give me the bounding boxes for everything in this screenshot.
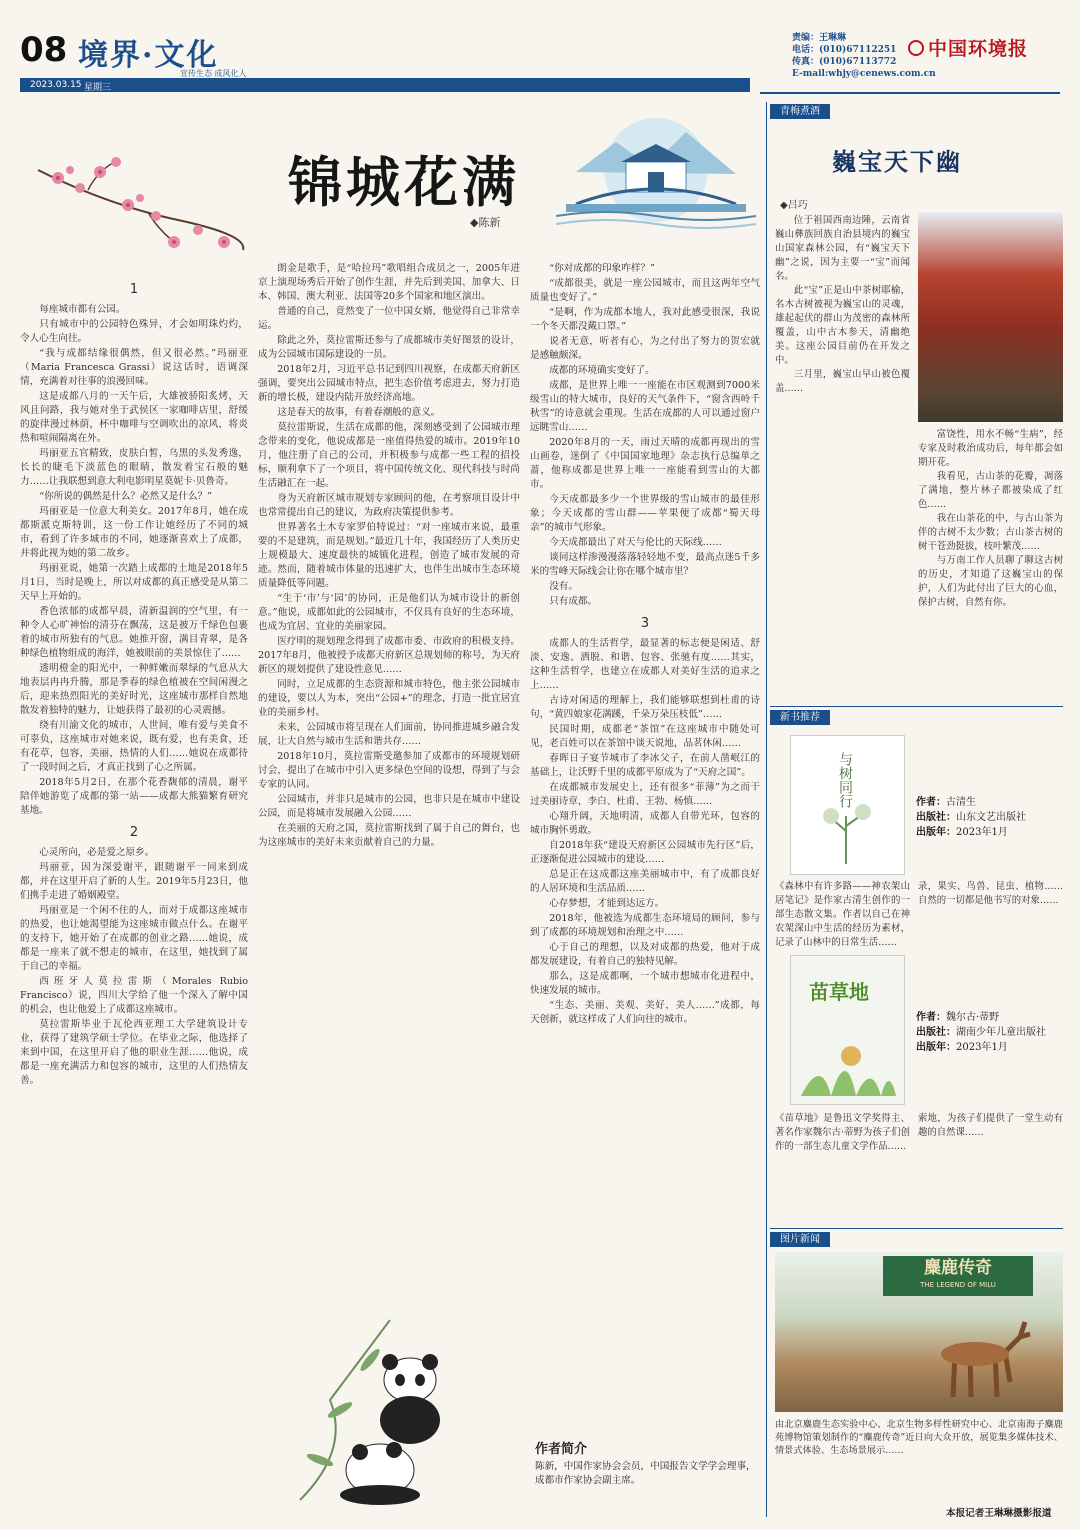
col3-paragraph: 2020年8月的一天，雨过天晴的成都再现出的雪山画卷，迷倒了《中国国家地理》杂志执行总编单之蔷，他称成都是世界上唯一一座能看到雪山的大都市。 (530, 437, 760, 490)
col3b-paragraph: 2018年，他被选为成都生态环境局的顾问，参与到了成都的环境规划和治理之中…… (530, 913, 760, 938)
col1-paragraph: 香色浓郁的成都早晨，清新温润的空气里，有一种令人心旷神怡的清芬在飘荡，这是被万千绿色包裹着的城市所独有的气息。她推开窗，满目青翠，是各种绿色植物组成的海洋，她被眼前的美景惊住了…… (20, 606, 248, 659)
right-text1-paragraph: 此“宝”正是山中茶树耶榆，名木古树被视为巍宝山的灵魂，雄起起伏的群山为茂密的森林所覆盖，山中古木参天，清幽绝美。这座公园目前仍在开发之中。 (775, 285, 910, 366)
article-column-2 (258, 262, 520, 1297)
book-2-desc-right: 索地，为孩子们提供了一堂生动有趣的自然课…… (918, 1113, 1063, 1138)
editor-name: 责编：王琳琳 (792, 33, 847, 43)
col2-paragraph: 在美丽的天府之国，莫拉雷斯找到了属于自己的舞台，也为这座城市的美好未来贡献着自己的力量。 (258, 823, 520, 848)
issue-date: 2023.03.15 (30, 80, 82, 90)
book-1-cover (790, 735, 905, 875)
col1-paragraph: 透明橙金的阳光中，一种鲜嫩而翠绿的气息从大地表层冉冉升腾，那是季春的绿色植被在空间闲漫之后，迎来热烈阳光的美好时光，这座城市那样自然地散发着独特的魅力，让她获得了最初的心灵震撼。 (20, 663, 248, 716)
col1b-paragraph: 心灵所向，必是爱之原乡。 (39, 847, 155, 858)
book-1-date: 出版年：2023年1月 (916, 827, 1008, 838)
news-top-rule (770, 1228, 1063, 1229)
col3b-paragraph: 心存梦想，才能到达远方。 (549, 898, 665, 909)
col3-paragraph: 没有。 (549, 581, 578, 592)
column-3b-paragraphs (530, 637, 760, 1027)
book-1-info (916, 795, 1061, 840)
header-rule (760, 92, 1060, 94)
col2-paragraph: 世界著名土木专家罗伯特说过：“对一座城市来说，最重要的不是建筑，而是规划。”最近几十年，我国经历了人类历史上规模最大、速度最快的城镇化进程，创造了城市发展的奇迹。然而，随着城市体量的迅速扩大，也伴生出城市生态环境质量降低等问题。 (258, 522, 520, 589)
book-1-author: 作者：古清生 (916, 797, 976, 808)
right-article-title: 巍宝天下幽 (832, 147, 962, 176)
right-text1-paragraph: 三月里，巍宝山早山被色覆盖…… (775, 369, 910, 394)
column-2-paragraphs (258, 262, 520, 850)
tag-qingmei: 青梅煮酒 (770, 104, 830, 119)
col1-paragraph: 玛丽亚说，她第一次踏上成都的土地是2018年5月1日，当时是晚上，所以对成都的真正感受是从第二天早上开始的。 (20, 563, 248, 602)
col3b-paragraph: 春晖日子宴节城市了李冰父子，在前人凿岷江的基础上，让沃野千里的成都平原成为了“天府之国”。 (530, 753, 760, 778)
article-author: ◆陈新 (470, 216, 501, 229)
col2-paragraph: 2018年2月，习近平总书记到四川视察，在成都天府新区强调，要突出公园城市特点，把生态价值考虑进去，努力打造新的增长极，建设内陆开放经济高地。 (258, 364, 520, 403)
col2-paragraph: 同时，立足成都的生态资源和城市特色，他主张公园城市的建设，要以人为本，突出“公园+”的理念，打造一批宜居宜业的美丽乡村。 (258, 679, 520, 718)
panda-illustration (290, 1300, 480, 1510)
col3b-paragraph: 心于自己的理想，以及对成都的热爱，他对于成都发展建设，有着自己的独特见解。 (530, 942, 760, 967)
col3-paragraph: 成都，是世界上唯一一座能在市区观测到7000米级雪山的特大城市，良好的天气条件下，“窗含西岭千秋雪”的诗意就会重现。生活在成都的人可以通过窗户远眺雪山…… (530, 380, 760, 433)
exhibition-sign (883, 1256, 1033, 1296)
right-article-author: ◆吕巧 (780, 200, 808, 211)
col2-paragraph: 除此之外，莫拉雷斯还参与了成都城市美好图景的设计，成为公园城市国际建设的一员。 (258, 335, 520, 360)
article-column-1 (20, 275, 248, 1500)
column-1b-paragraphs (20, 846, 248, 1088)
col1-paragraph: 每座城市都有公园。 (39, 304, 126, 315)
photo-news-text: 由北京麋鹿生态实验中心、北京生物多样性研究中心、北京南海子麋鹿苑博物馆策划制作的“麋鹿传奇”近日向大众开放，展览集多媒体技术、情景式体验、生态场景展示…… (775, 1419, 1063, 1456)
col3-paragraph: 只有成都。 (549, 596, 598, 607)
col3b-paragraph: 总是正在这成都这座美丽城市中，有了成都良好的人居环境和生活品质…… (530, 869, 760, 894)
col2-paragraph: 未来，公园城市将呈现在人们面前，协同推进城乡融合发展，让大自然与城市生活和谐共存…… (258, 722, 520, 747)
right-text2-paragraph: 我在山茶花的中，与古山茶为伴的古树不太少数；古山茶古树的树干苍劲挺拔，枝叶繁茂…… (918, 513, 1063, 552)
section-slogan: 宣传生态 成风化人 (180, 69, 247, 78)
book-2-info (916, 1010, 1061, 1055)
col2-paragraph: 身为天府新区城市规划专家顾问的他，在考察项目设计中也常常提出自己的建议，为政府决策提供参考。 (258, 493, 520, 518)
camellia-tree-photo (918, 212, 1063, 422)
plum-blossom-illustration (28, 150, 248, 260)
col1-paragraph: 只有城市中的公园特色殊异，才会如明珠灼灼，令人心生向往。 (20, 319, 248, 344)
book-1-cover-title: 与树同行 (837, 752, 853, 808)
col1b-paragraph: 玛丽亚是一个闲不住的人，而对于成都这座城市的热爱，也让她渴望能为这座城市做点什么。在谢平的支持下，她开始了在成都的创业之路……她说，成都是一座来了就不想走的城市，在这里，她找到了属于自己的幸福。 (20, 905, 248, 972)
issue-weekday: 星期三 (84, 83, 112, 93)
author-box-text: 陈新，中国作家协会会员，中国报告文学学会理事，成都市作家协会副主席。 (535, 1461, 756, 1486)
right-article-text-1 (775, 214, 910, 704)
col3-paragraph: 今天成都最多少一个世界级的雪山城市的最佳形象；今天成都的雪山群——苹果便了成都“蜀天母亲”的城市气形象。 (530, 494, 760, 533)
book-1-desc-left: 《森林中有许多路——神农架山居笔记》是作家古清生创作的一部生态散文集。作者以自己在神农架深山中生活的经历为素材，记录了山林中的日常生活…… (775, 881, 910, 948)
col2-paragraph: 医疗明的规划理念得到了成都市委、市政府的积极支持。2017年8月，他被授予成都天府新区总规划师的称号，为天府新区的规划提供了建设性意见…… (258, 636, 520, 675)
col1-paragraph: 这是成都八月的一天午后，大雄被骄阳炙烤，天风且问路，我与她对坐于武侯区一家咖啡店里，舒缓的旋律漫过林荫，杯中咖啡与空调吹出的凉风，将炎热和喧闹隔离在外。 (20, 391, 248, 444)
col2-paragraph: 莫拉雷斯说，生活在成都的他，深刻感受到了公园城市理念带来的变化，他说成都是一座值得热爱的城市。2019年10月，他注册了自己的公司，并积极参与成都一些工程的招投标，顺利拿下了一个项目，将中国传统文化、现代科技与时尚生活融汇在一起。 (258, 422, 520, 489)
article-column-3 (530, 262, 760, 1422)
col3-paragraph: 今天成都最出了对天与伦比的天际线…… (549, 537, 722, 548)
col3b-paragraph: 古诗对闲适的理解上，我们能够联想到杜甫的诗句，“黄四娘家花满蹊，千朵万朵压枝低”…… (530, 695, 760, 720)
header-bar (20, 78, 750, 92)
book-2-cover (790, 955, 905, 1105)
col1-paragraph: “我与成都结缘很偶然，但又很必然。”玛丽亚（Maria Francesca Grassi）说这话时，语调深情，充满着对往事的浪漫回味。 (20, 348, 248, 387)
col3b-paragraph: 民国时期，成都老“茶馆”在这座城市中随处可见，老百姓可以在茶馆中谈天说地，品茗休闲…… (530, 724, 760, 749)
right-text2-paragraph: 与万南工作人员聊了聊这古树的历史，才知道了这巍宝山的保护，人们为此付出了巨大的心血，保护古树，自然有你。 (918, 555, 1063, 608)
editor-phone: 电话：(010)67112251 (792, 45, 897, 55)
col3b-paragraph: 那么，这是成都啊，一个城市想城市化进程中，快速发展的城市。 (530, 971, 760, 996)
col3-paragraph: 说者无意，听者有心，为之付出了努力的贺宏就是感触颇深。 (530, 336, 760, 361)
col3b-paragraph: 在成都城市发展史上，还有很多“菲薄”为之而干过美丽诗章，李白、杜甫、王勃、杨慎…… (530, 782, 760, 807)
col3b-paragraph: 成都人的生活哲学，最显著的标志便是闲适、舒淡、安逸、洒脱、和谐、包容、张驰有度……其实，这种生活哲学，也建立在成都人对美好生活的追求之上…… (530, 638, 760, 691)
col2-paragraph: 公园城市，并非只是城市的公园，也非只是在城市中建设公园，而是将城市发展融入公园…… (258, 794, 520, 819)
col3-paragraph: “是啊，作为成都本地人，我对此感受很深，我说一个冬天都没戴口罩。” (530, 307, 760, 332)
tag-new-books: 新书推荐 (770, 710, 830, 725)
book-2-grass-icon (801, 1036, 896, 1096)
book-2-date: 出版年：2023年1月 (916, 1042, 1008, 1053)
tag-photo-news: 图片新闻 (770, 1232, 830, 1247)
book-1-tree-icon (811, 796, 881, 866)
book-2-author: 作者：魏尔古·蒂野 (916, 1012, 1000, 1023)
col1-paragraph: 绕有川渝文化的城市，人世间，唯有爱与美食不可辜负，这座城市对她来说，既有爱，也有美食，还有花草，包容，美丽，热情的人们……她说在成都待了一段时间之后，才真正找到了心之所属。 (20, 720, 248, 773)
city-bridge-illustration (556, 112, 756, 230)
photo-news-reporter: 本报记者王琳琳摄影报道 (946, 1508, 1052, 1519)
col3-paragraph: “你对成都的印象咋样？” (549, 263, 655, 274)
column-3-paragraphs (530, 262, 760, 609)
section-number-3: 3 (640, 616, 650, 631)
section-title: 境界·文化 (78, 38, 219, 73)
col1b-paragraph: 莫拉雷斯毕业于瓦伦西亚理工大学建筑设计专业，获得了建筑学硕士学位。在毕业之际，他选择了来到中国，在这里开启了他的职业生涯……他说，成都是一座充满活力和包容的城市，这里的人们热情友善。 (20, 1019, 248, 1086)
book-1-desc-right: 录，果实、鸟兽、昆虫、植物……自然的一切都是他书写的对象…… (918, 881, 1063, 906)
col1-paragraph: “你所说的偶然是什么？必然又是什么？” (39, 491, 213, 502)
col3b-paragraph: “生态、美丽、美观、美好，美人……”成都，每天创新，就这样成了人们向往的城市。 (530, 1000, 760, 1025)
col3-paragraph: “成都很美，就是一座公园城市，而且这两年空气质量也变好了。” (530, 278, 760, 303)
exhibition-sign-title: 麋鹿传奇 (924, 1258, 992, 1278)
newspaper-brand: 中国环境报 (928, 38, 1029, 60)
col2-paragraph: 2018年10月，莫拉雷斯受邀参加了成都市的环境规划研讨会，提出了在城市中引入更多绿色空间的设想，得到了与会专家的认同。 (258, 751, 520, 790)
col3-paragraph: 成都的环境确实变好了。 (549, 365, 655, 376)
col1-paragraph: 玛丽亚是一位意大利美女。2017年8月，她在成都斯派克斯特训，这一份工作让她经历了不同的城市，看到了许多城市的不同，她逐渐喜欢上了成都，并将此视为她的第二故乡。 (20, 506, 248, 559)
book-1-publisher: 出版社：山东文艺出版社 (916, 812, 1026, 823)
deer-icon (925, 1312, 1035, 1402)
col3-paragraph: 谈同这样渗漫漫落落轻轻地不变，最高点迷5千多米的雪峰天际线会让你在哪个城市里？ (530, 552, 760, 577)
page-number: 08 (20, 30, 68, 70)
col1b-paragraph: 玛丽亚，因为深爱谢平，跟随谢平一同来到成都，并在这里开启了新的人生。2019年5月23日，他们携手走进了婚姻殿堂。 (20, 862, 248, 901)
col2-paragraph: 朗金是歌手，是“哈拉玛”歌唱组合成员之一，2005年进京上演现场秀后开始了创作生涯，并先后到美国、加拿大、日本、韩国、澳大利亚、法国等20多个国家和地区演出。 (258, 263, 520, 302)
author-box-title: 作者简介 (535, 1442, 588, 1457)
book-2-cover-title: 苗草地 (809, 980, 869, 1004)
col2-paragraph: 这是春天的故事，有着春潮般的意义。 (277, 407, 441, 418)
exhibition-sign-subtitle: THE LEGEND OF MILU (920, 1281, 996, 1289)
books-top-rule (770, 706, 1063, 707)
col3b-paragraph: 心翔升阔，天地明清，成都人自带光环，包容的城市胸怀勇敢。 (530, 811, 760, 836)
right-divider (766, 102, 767, 1517)
col1b-paragraph: 西班牙人莫拉雷斯（Morales Rubio Francisco）说，四川大学给了他一个深入了解中国的机会，也让他爱上了成都这座城市。 (20, 976, 248, 1015)
col2-paragraph: “生于‘市’与‘园’的协同，正是他们认为城市设计的新创意。”他说，成都如此的公园城市，不仅具有良好的生态环境，也成为宜居、宜业的美丽家园。 (258, 593, 520, 632)
book-2-publisher: 出版社：湖南少年儿童出版社 (916, 1027, 1046, 1038)
col1-paragraph: 玛丽亚五官精致，皮肤白皙，乌黑的头发秀逸，长长的睫毛下淡蓝色的眼睛，散发着宝石般的魅力……让我联想到意大利电影明星莫妮卡·贝鲁奇。 (20, 448, 248, 487)
brand-logo-icon (908, 40, 924, 56)
right-text2-paragraph: 富饶性，用水不畅“生病”，经专家及时救治成功后，每年都会如期开花。 (918, 429, 1063, 468)
right-article-text-2 (918, 428, 1063, 708)
editor-email: E-mail:whjy@cenews.com.cn (792, 69, 936, 79)
book-2-desc-left: 《苗草地》是鲁迅文学奖得主、著名作家魏尔古·蒂野为孩子们创作的一部生态儿童文学作品…… (775, 1113, 910, 1152)
editor-fax: 传真：(010)67113772 (792, 57, 897, 67)
article-title: 锦城花满 (288, 150, 520, 214)
section-number-2: 2 (129, 825, 139, 840)
col1-paragraph: 2018年5月2日，在那个花香馥郁的清晨，谢平陪伴她游览了成都的第一站——成都大熊猫繁育研究基地。 (20, 777, 248, 816)
col3b-paragraph: 自2018年获“建设天府新区公园城市先行区”后，正逐渐促进公园城市的建设…… (530, 840, 760, 865)
right-text1-paragraph: 位于祖国西南边陲，云南省巍山彝族回族自治县境内的巍宝山国家森林公园，有“巍宝天下幽”之说，因为主要一“宝”而闻名。 (775, 215, 910, 282)
col2-paragraph: 普通的自己，竟然变了一位中国女婿，他觉得自己非常幸运。 (258, 306, 520, 331)
section-number-1: 1 (129, 282, 139, 297)
right-text2-paragraph: 我看见，古山茶的花瓣，凋落了满地，整片林子都被染成了红色…… (918, 471, 1063, 510)
column-1-paragraphs (20, 303, 248, 818)
milu-exhibition-photo (775, 1252, 1063, 1412)
